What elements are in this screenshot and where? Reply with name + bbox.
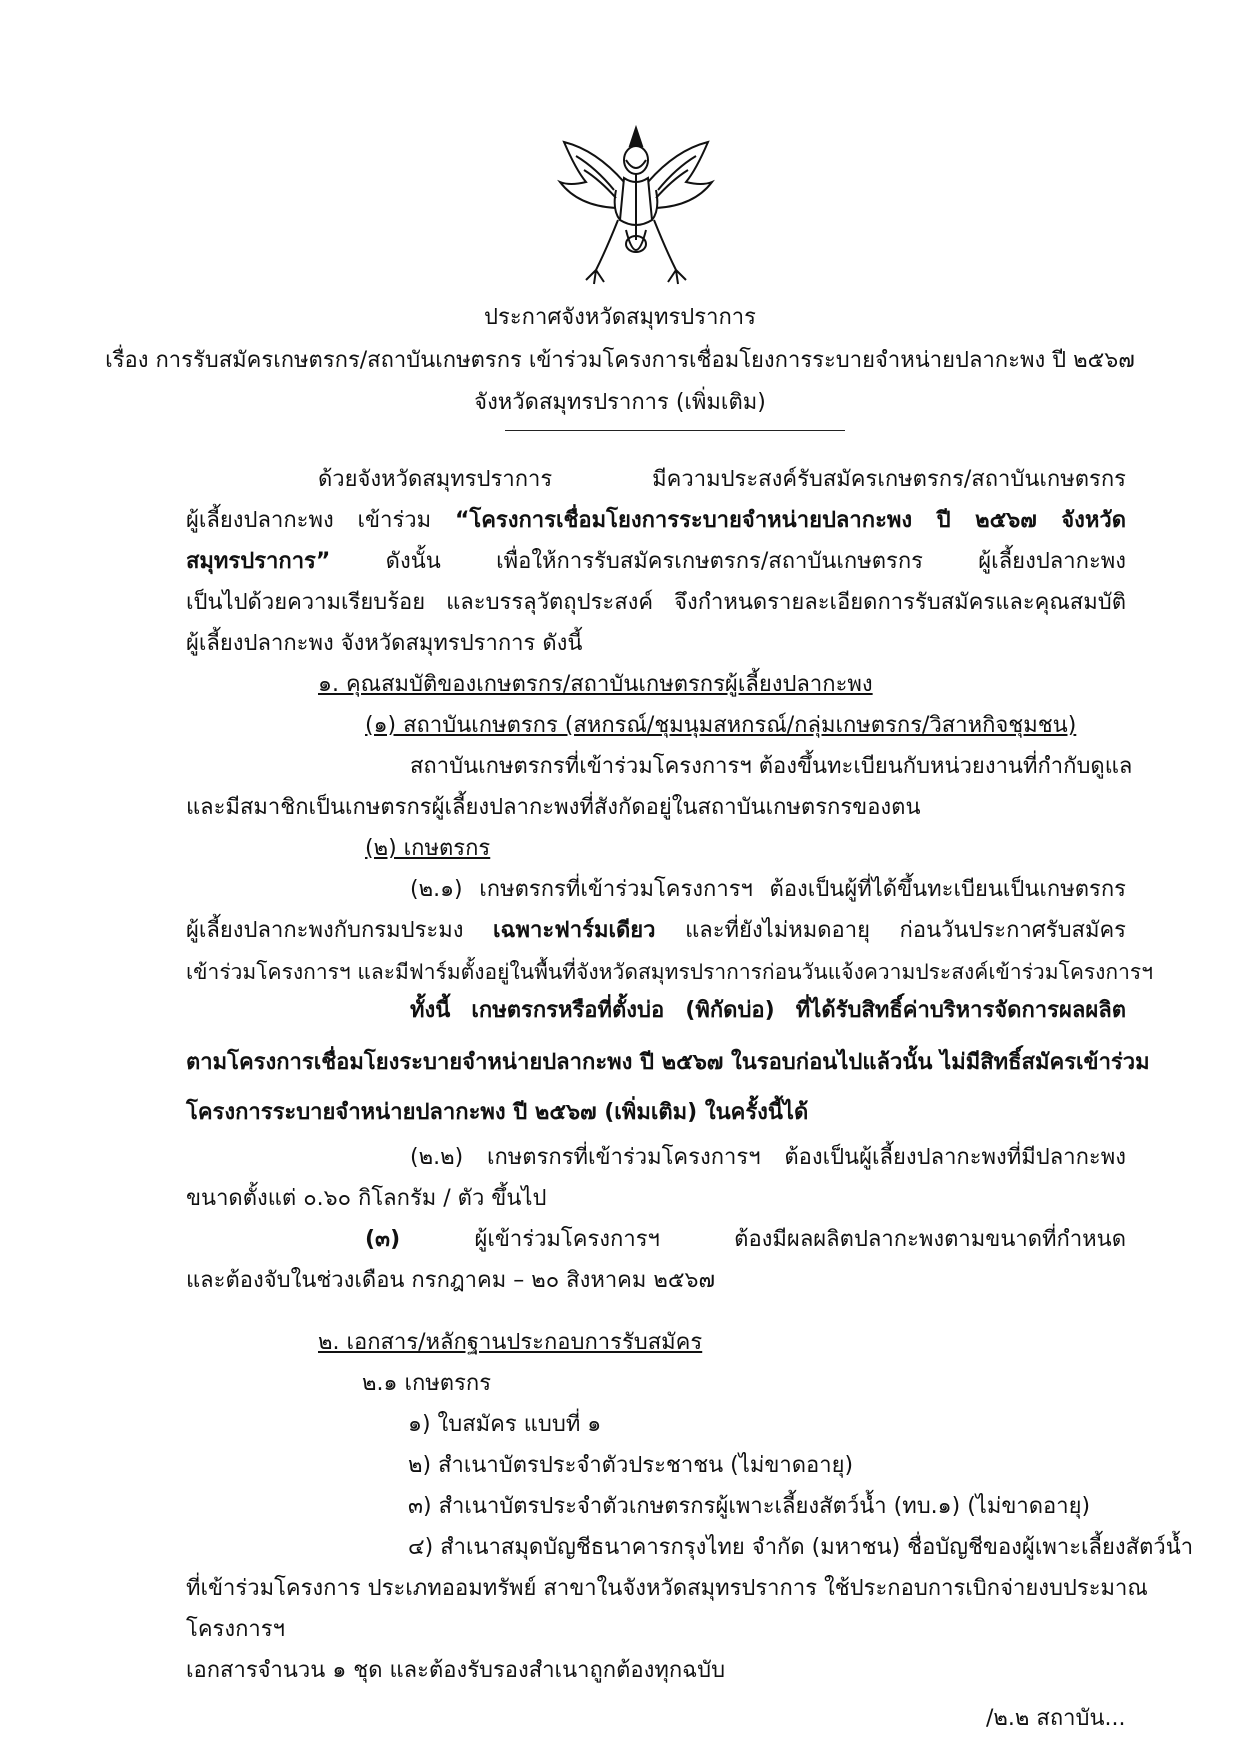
garuda-emblem-icon [556, 120, 716, 290]
document-item: ๑) ใบสมัคร แบบที่ ๑ [408, 1412, 602, 1437]
subsection-3-number: (๓) [365, 1227, 401, 1252]
intro-paragraph-line: เป็นไปด้วยความเรียบร้อย และบรรลุวัตถุประสงค์ จึงกำหนดรายละเอียดการรับสมัครและคุณสมบัติ [186, 590, 1126, 615]
project-name-cont: สมุทรปราการ” [186, 549, 331, 574]
page-continuation: /๒.๒ สถาบัน... [986, 1706, 1126, 1731]
subsection-2-heading: (๒) เกษตรกร [365, 836, 491, 861]
subsection-3-body: ผู้เข้าร่วมโครงการฯ ต้องมีผลผลิตปลากะพงตามขนาดที่กำหนด [400, 1227, 1126, 1252]
item-2-1-text [186, 916, 1126, 946]
subsection-3-text [365, 1225, 1126, 1255]
intro-paragraph-line: ด้วยจังหวัดสมุทรปราการ มีความประสงค์รับสมัครเกษตรกร/สถาบันเกษตรกร [318, 467, 1126, 492]
item-2-1-text: เข้าร่วมโครงการฯ และมีฟาร์มตั้งอยู่ในพื้นที่จังหวัดสมุทรปราการก่อนวันแจ้งความประสงค์เข้าร่วมโครงการฯ [186, 960, 1154, 984]
item-2-1-text: (๒.๑) เกษตรกรที่เข้าร่วมโครงการฯ ต้องเป็นผู้ที่ได้ขึ้นทะเบียนเป็นเกษตรกร [410, 877, 1126, 902]
project-name: “โครงการเชื่อมโยงการระบายจำหน่ายปลากะพง ปี ๒๕๖๗ จังหวัด [454, 508, 1126, 533]
intro-paragraph-line [186, 547, 1126, 577]
intro-paragraph-line [186, 506, 1126, 536]
section-2-1-heading: ๒.๑ เกษตรกร [362, 1371, 492, 1396]
document-item: ๒) สำเนาบัตรประจำตัวประชาชน (ไม่ขาดอายุ) [408, 1453, 854, 1478]
intro-text: ผู้เลี้ยงปลากะพง เข้าร่วม [186, 508, 455, 533]
document-item-cont: ที่เข้าร่วมโครงการ ประเภทออมทรัพย์ สาขาในจังหวัดสมุทรปราการ ใช้ประกอบการเบิกจ่ายงบประมาณ [186, 1576, 1148, 1601]
item-2-2-text: (๒.๒) เกษตรกรที่เข้าร่วมโครงการฯ ต้องเป็นผู้เลี้ยงปลากะพงที่มีปลากะพง [410, 1145, 1126, 1170]
intro-paragraph-line: ผู้เลี้ยงปลากะพง จังหวัดสมุทรปราการ ดังนี้ [186, 631, 583, 656]
item-text: ผู้เลี้ยงปลากะพงกับกรมประมง [186, 918, 494, 943]
title-divider [505, 430, 845, 431]
subsection-3-text: และต้องจับในช่วงเดือน กรกฎาคม – ๒๐ สิงหาคม ๒๕๖๗ [186, 1268, 716, 1293]
intro-text: ดังนั้น เพื่อให้การรับสมัครเกษตรกร/สถาบันเกษตรกร ผู้เลี้ยงปลากะพง [330, 549, 1126, 574]
note-text: โครงการระบายจำหน่ายปลากะพง ปี ๒๕๖๗ (เพิ่มเติม) ในครั้งนี้ได้ [186, 1100, 809, 1125]
section-1-heading: ๑. คุณสมบัติของเกษตรกร/สถาบันเกษตรกรผู้เลี้ยงปลากะพง [318, 672, 873, 697]
document-item-cont: โครงการฯ [186, 1617, 285, 1642]
subsection-1-text: สถาบันเกษตรกรที่เข้าร่วมโครงการฯ ต้องขึ้นทะเบียนกับหน่วยงานที่กำกับดูแล [410, 754, 1133, 779]
announcement-subject-line-2: จังหวัดสมุทรปราการ (เพิ่มเติม) [474, 390, 766, 415]
section-2-heading: ๒. เอกสาร/หลักฐานประกอบการรับสมัคร [318, 1330, 703, 1355]
item-text: และที่ยังไม่หมดอายุ ก่อนวันประกาศรับสมัคร [655, 918, 1126, 943]
document-item: ๔) สำเนาสมุดบัญชีธนาคารกรุงไทย จำกัด (มหาชน) ชื่อบัญชีของผู้เพาะเลี้ยงสัตว์น้ำ [408, 1535, 1194, 1560]
single-farm-emphasis: เฉพาะฟาร์มเดียว [493, 918, 656, 943]
document-item: ๓) สำเนาบัตรประจำตัวเกษตรกรผู้เพาะเลี้ยงสัตว์น้ำ (ทบ.๑) (ไม่ขาดอายุ) [408, 1494, 1091, 1519]
announcement-subject: เรื่อง การรับสมัครเกษตรกร/สถาบันเกษตรกร เข้าร่วมโครงการเชื่อมโยงการระบายจำหน่ายปลากะพง ปี ๒๕๖๗ [105, 348, 1135, 373]
announcement-title: ประกาศจังหวัดสมุทรปราการ [484, 305, 756, 330]
documents-note: เอกสารจำนวน ๑ ชุด และต้องรับรองสำเนาถูกต้องทุกฉบับ [186, 1658, 726, 1683]
item-2-2-text: ขนาดตั้งแต่ ๐.๖๐ กิโลกรัม / ตัว ขึ้นไป [186, 1186, 547, 1211]
note-text: ตามโครงการเชื่อมโยงระบายจำหน่ายปลากะพง ปี ๒๕๖๗ ในรอบก่อนไปแล้วนั้น ไม่มีสิทธิ์สมัครเข้าร่วม [186, 1050, 1150, 1075]
subsection-1-heading: (๑) สถาบันเกษตรกร (สหกรณ์/ชุมนุมสหกรณ์/กลุ่มเกษตรกร/วิสาหกิจชุมชน) [365, 713, 1077, 738]
subsection-1-text: และมีสมาชิกเป็นเกษตรกรผู้เลี้ยงปลากะพงที่สังกัดอยู่ในสถาบันเกษตรกรของตน [186, 795, 921, 820]
note-text: ทั้งนี้ เกษตรกรหรือที่ตั้งบ่อ (พิกัดบ่อ) ที่ได้รับสิทธิ์ค่าบริหารจัดการผลผลิต [410, 998, 1126, 1023]
